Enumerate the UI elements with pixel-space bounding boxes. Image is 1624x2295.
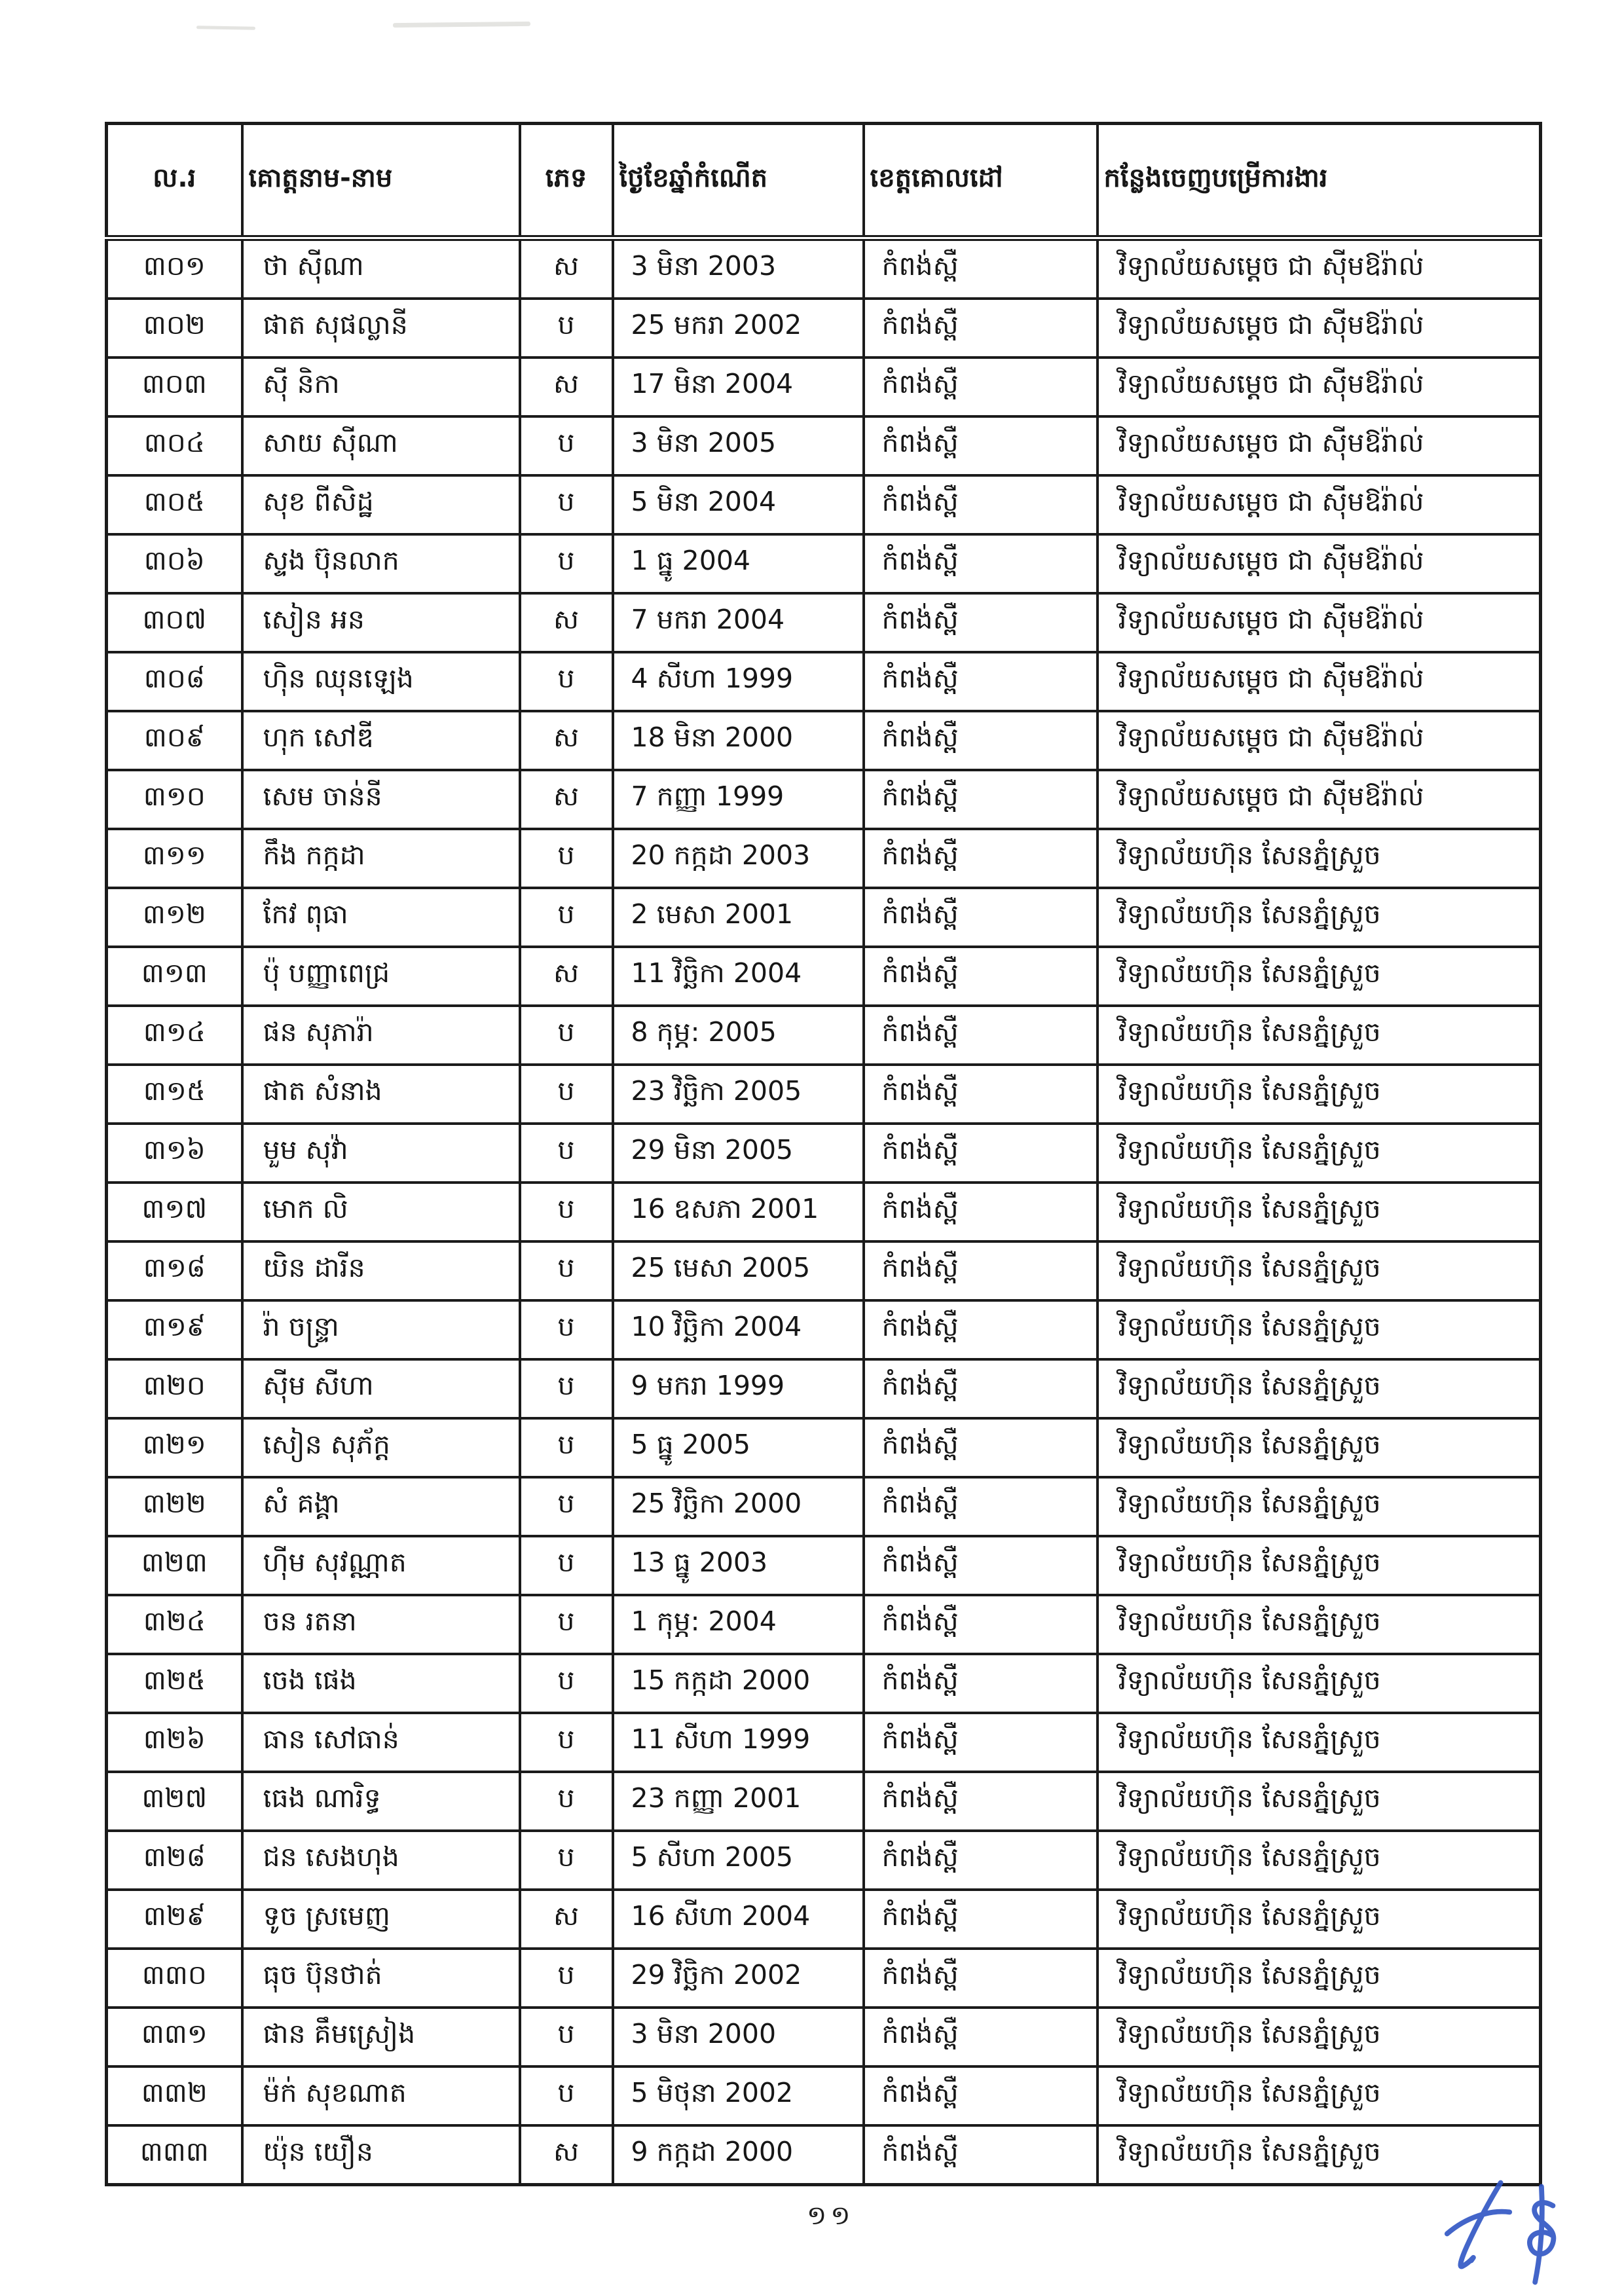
cell-no: ៣២៩ <box>107 1890 242 1949</box>
cell-gender: ប <box>520 534 613 593</box>
cell-workplace: វិទ្យាល័យហ៊ុន សែនភ្នំស្រួច <box>1098 1241 1541 1300</box>
cell-workplace: វិទ្យាល័យហ៊ុន សែនភ្នំស្រួច <box>1098 1654 1541 1713</box>
cell-province: កំពង់ស្ពឺ <box>864 1418 1098 1477</box>
cell-province: កំពង់ស្ពឺ <box>864 1477 1098 1536</box>
cell-dob: 25 មេសា 2005 <box>613 1241 864 1300</box>
cell-no: ៣០៣ <box>107 358 242 416</box>
table-row <box>107 652 1541 711</box>
scan-artifact <box>393 22 530 28</box>
table-row <box>107 947 1541 1006</box>
cell-workplace: វិទ្យាល័យហ៊ុន សែនភ្នំស្រួច <box>1098 1359 1541 1418</box>
cell-workplace: វិទ្យាល័យសម្តេច ជា ស៊ីមឱរ៉ាល់ <box>1098 534 1541 593</box>
cell-gender: ប <box>520 1124 613 1183</box>
cell-workplace: វិទ្យាល័យសម្តេច ជា ស៊ីមឱរ៉ាល់ <box>1098 711 1541 770</box>
cell-province: កំពង់ស្ពឺ <box>864 1006 1098 1065</box>
cell-workplace: វិទ្យាល័យសម្តេច ជា ស៊ីមឱរ៉ាល់ <box>1098 416 1541 475</box>
table-row <box>107 1536 1541 1595</box>
cell-dob: 9 កក្កដា 2000 <box>613 2125 864 2185</box>
cell-gender: ប <box>520 1241 613 1300</box>
cell-dob: 17 មិនា 2004 <box>613 358 864 416</box>
cell-workplace: វិទ្យាល័យហ៊ុន សែនភ្នំស្រួច <box>1098 947 1541 1006</box>
cell-no: ៣៣៣ <box>107 2125 242 2185</box>
cell-workplace: វិទ្យាល័យសម្តេច ជា ស៊ីមឱរ៉ាល់ <box>1098 475 1541 534</box>
cell-province: កំពង់ស្ពឺ <box>864 947 1098 1006</box>
cell-workplace: វិទ្យាល័យសម្តេច ជា ស៊ីមឱរ៉ាល់ <box>1098 299 1541 358</box>
table-row <box>107 829 1541 888</box>
cell-province: កំពង់ស្ពឺ <box>864 593 1098 652</box>
cell-name: យិន ដារីន <box>242 1241 520 1300</box>
cell-name: ចេង ផេង <box>242 1654 520 1713</box>
cell-province: កំពង់ស្ពឺ <box>864 2008 1098 2066</box>
cell-province: កំពង់ស្ពឺ <box>864 1654 1098 1713</box>
cell-name: ធេង ណារិទ្ធ <box>242 1772 520 1831</box>
cell-gender: ប <box>520 1006 613 1065</box>
table-row <box>107 1359 1541 1418</box>
cell-dob: 18 មិនា 2000 <box>613 711 864 770</box>
cell-workplace: វិទ្យាល័យហ៊ុន សែនភ្នំស្រួច <box>1098 1949 1541 2008</box>
table-row <box>107 475 1541 534</box>
cell-gender: ស <box>520 947 613 1006</box>
cell-dob: 5 ធ្នូ 2005 <box>613 1418 864 1477</box>
table-row <box>107 1241 1541 1300</box>
table-row <box>107 1890 1541 1949</box>
cell-gender: ស <box>520 2125 613 2185</box>
cell-no: ៣០៤ <box>107 416 242 475</box>
cell-name: ប៉ុ បញ្ញាពេជ្រ <box>242 947 520 1006</box>
cell-gender: ប <box>520 1536 613 1595</box>
table-row <box>107 1300 1541 1359</box>
cell-province: កំពង់ស្ពឺ <box>864 888 1098 947</box>
cell-province: កំពង់ស្ពឺ <box>864 2125 1098 2185</box>
table-row <box>107 711 1541 770</box>
cell-no: ៣៣០ <box>107 1949 242 2008</box>
cell-gender: ប <box>520 2066 613 2125</box>
cell-gender: ប <box>520 299 613 358</box>
cell-name: ថា ស៊ីណា <box>242 238 520 299</box>
cell-workplace: វិទ្យាល័យហ៊ុន សែនភ្នំស្រួច <box>1098 2008 1541 2066</box>
cell-no: ៣០២ <box>107 299 242 358</box>
cell-name: ទូច ស្រមេញ <box>242 1890 520 1949</box>
cell-gender: ស <box>520 358 613 416</box>
cell-workplace: វិទ្យាល័យហ៊ុន សែនភ្នំស្រួច <box>1098 829 1541 888</box>
cell-gender: ប <box>520 888 613 947</box>
cell-no: ៣០១ <box>107 238 242 299</box>
cell-workplace: វិទ្យាល័យហ៊ុន សែនភ្នំស្រួច <box>1098 1477 1541 1536</box>
table-row <box>107 1831 1541 1890</box>
table-row <box>107 1477 1541 1536</box>
cell-gender: ប <box>520 416 613 475</box>
cell-name: សេម ចាន់នី <box>242 770 520 829</box>
cell-workplace: វិទ្យាល័យហ៊ុន សែនភ្នំស្រួច <box>1098 1418 1541 1477</box>
cell-workplace: វិទ្យាល័យហ៊ុន សែនភ្នំស្រួច <box>1098 1300 1541 1359</box>
cell-name: សៀន សុភ័ក្ត <box>242 1418 520 1477</box>
cell-gender: ស <box>520 1890 613 1949</box>
cell-dob: 23 កញ្ញា 2001 <box>613 1772 864 1831</box>
cell-no: ៣២៦ <box>107 1713 242 1772</box>
cell-dob: 20 កក្កដា 2003 <box>613 829 864 888</box>
cell-no: ៣១៦ <box>107 1124 242 1183</box>
cell-name: មោក លិ <box>242 1183 520 1241</box>
cell-no: ៣០៥ <box>107 475 242 534</box>
cell-province: កំពង់ស្ពឺ <box>864 829 1098 888</box>
cell-dob: 2 មេសា 2001 <box>613 888 864 947</box>
cell-workplace: វិទ្យាល័យសម្តេច ជា ស៊ីមឱរ៉ាល់ <box>1098 238 1541 299</box>
cell-gender: ប <box>520 1300 613 1359</box>
cell-dob: 7 មករា 2004 <box>613 593 864 652</box>
cell-dob: 8 កុម្ភ: 2005 <box>613 1006 864 1065</box>
cell-no: ៣០៦ <box>107 534 242 593</box>
col-header-workplace: កន្លែងចេញបម្រើការងារ <box>1098 124 1541 238</box>
cell-no: ៣១៥ <box>107 1065 242 1124</box>
cell-gender: ស <box>520 711 613 770</box>
table-row <box>107 888 1541 947</box>
table-row <box>107 1418 1541 1477</box>
cell-dob: 16 ឧសភា 2001 <box>613 1183 864 1241</box>
cell-no: ៣២៤ <box>107 1595 242 1654</box>
cell-no: ៣១២ <box>107 888 242 947</box>
cell-dob: 3 មិនា 2005 <box>613 416 864 475</box>
cell-workplace: វិទ្យាល័យហ៊ុន សែនភ្នំស្រួច <box>1098 1890 1541 1949</box>
cell-province: កំពង់ស្ពឺ <box>864 711 1098 770</box>
cell-workplace: វិទ្យាល័យហ៊ុន សែនភ្នំស្រួច <box>1098 2066 1541 2125</box>
col-header-province: ខេត្តគោលដៅ <box>864 124 1098 238</box>
cell-no: ៣២៣ <box>107 1536 242 1595</box>
cell-dob: 4 សីហា 1999 <box>613 652 864 711</box>
table-row <box>107 1124 1541 1183</box>
table-row <box>107 299 1541 358</box>
cell-dob: 11 វិច្ឆិកា 2004 <box>613 947 864 1006</box>
cell-name: ផាត សុផល្លានី <box>242 299 520 358</box>
cell-province: កំពង់ស្ពឺ <box>864 1713 1098 1772</box>
scan-artifact <box>196 26 255 30</box>
cell-no: ៣២៧ <box>107 1772 242 1831</box>
cell-province: កំពង់ស្ពឺ <box>864 416 1098 475</box>
cell-province: កំពង់ស្ពឺ <box>864 1065 1098 1124</box>
cell-gender: ប <box>520 1831 613 1890</box>
table-row <box>107 1065 1541 1124</box>
cell-name: ហុក សៅឌី <box>242 711 520 770</box>
cell-dob: 29 មិនា 2005 <box>613 1124 864 1183</box>
cell-gender: ស <box>520 238 613 299</box>
cell-gender: ប <box>520 1595 613 1654</box>
cell-dob: 1 ធ្នូ 2004 <box>613 534 864 593</box>
cell-dob: 1 កុម្ភ: 2004 <box>613 1595 864 1654</box>
cell-name: សាយ ស៊ីណា <box>242 416 520 475</box>
cell-name: កែវ ពុធា <box>242 888 520 947</box>
cell-name: សុខ ពីសិដ្ឋ <box>242 475 520 534</box>
cell-province: កំពង់ស្ពឺ <box>864 1949 1098 2008</box>
cell-gender: ប <box>520 652 613 711</box>
cell-province: កំពង់ស្ពឺ <box>864 1183 1098 1241</box>
cell-name: ផាត សំនាង <box>242 1065 520 1124</box>
cell-name: ធាន សៅធាន់ <box>242 1713 520 1772</box>
cell-workplace: វិទ្យាល័យសម្តេច ជា ស៊ីមឱរ៉ាល់ <box>1098 652 1541 711</box>
cell-name: ចន រតនា <box>242 1595 520 1654</box>
cell-name: សំ គង្គា <box>242 1477 520 1536</box>
cell-dob: 13 ធ្នូ 2003 <box>613 1536 864 1595</box>
cell-no: ៣២៥ <box>107 1654 242 1713</box>
cell-province: កំពង់ស្ពឺ <box>864 475 1098 534</box>
cell-name: ម៉ក់ សុខណាត <box>242 2066 520 2125</box>
table-body <box>107 238 1541 2185</box>
cell-dob: 3 មិនា 2003 <box>613 238 864 299</box>
cell-gender: ប <box>520 1713 613 1772</box>
table-row <box>107 593 1541 652</box>
cell-province: កំពង់ស្ពឺ <box>864 238 1098 299</box>
cell-name: សៀន អន <box>242 593 520 652</box>
cell-workplace: វិទ្យាល័យហ៊ុន សែនភ្នំស្រួច <box>1098 1713 1541 1772</box>
cell-province: កំពង់ស្ពឺ <box>864 652 1098 711</box>
table-row <box>107 2066 1541 2125</box>
cell-gender: ប <box>520 1949 613 2008</box>
cell-workplace: វិទ្យាល័យហ៊ុន សែនភ្នំស្រួច <box>1098 2125 1541 2185</box>
cell-name: ធុច ប៊ុនថាត់ <box>242 1949 520 2008</box>
cell-dob: 25 វិច្ឆិកា 2000 <box>613 1477 864 1536</box>
cell-dob: 25 មករា 2002 <box>613 299 864 358</box>
cell-no: ៣១៨ <box>107 1241 242 1300</box>
cell-name: ស្ទង ប៊ុនលាក <box>242 534 520 593</box>
cell-province: កំពង់ស្ពឺ <box>864 1300 1098 1359</box>
cell-name: ស៊ី និកា <box>242 358 520 416</box>
table-row <box>107 416 1541 475</box>
signature-ink <box>1439 2173 1567 2294</box>
cell-province: កំពង់ស្ពឺ <box>864 1359 1098 1418</box>
cell-no: ៣០៧ <box>107 593 242 652</box>
cell-gender: ប <box>520 2008 613 2066</box>
cell-no: ៣០៩ <box>107 711 242 770</box>
cell-name: មួម សុវ៉ា <box>242 1124 520 1183</box>
table-row <box>107 238 1541 299</box>
cell-dob: 5 មិថុនា 2002 <box>613 2066 864 2125</box>
cell-workplace: វិទ្យាល័យហ៊ុន សែនភ្នំស្រួច <box>1098 1124 1541 1183</box>
cell-province: កំពង់ស្ពឺ <box>864 770 1098 829</box>
cell-workplace: វិទ្យាល័យហ៊ុន សែនភ្នំស្រួច <box>1098 1536 1541 1595</box>
table-row <box>107 2008 1541 2066</box>
table-row <box>107 2125 1541 2185</box>
cell-workplace: វិទ្យាល័យសម្តេច ជា ស៊ីមឱរ៉ាល់ <box>1098 770 1541 829</box>
col-header-name: គោត្តនាម-នាម <box>242 124 520 238</box>
cell-gender: ប <box>520 475 613 534</box>
table-row <box>107 1949 1541 2008</box>
cell-name: កឹង កក្កដា <box>242 829 520 888</box>
cell-workplace: វិទ្យាល័យសម្តេច ជា ស៊ីមឱរ៉ាល់ <box>1098 593 1541 652</box>
cell-name: យ៉ុន យឿន <box>242 2125 520 2185</box>
cell-no: ៣៣២ <box>107 2066 242 2125</box>
cell-dob: 29 វិច្ឆិកា 2002 <box>613 1949 864 2008</box>
cell-gender: ប <box>520 1477 613 1536</box>
col-header-no: ល.រ <box>107 124 242 238</box>
cell-gender: ប <box>520 1654 613 1713</box>
cell-gender: ប <box>520 1183 613 1241</box>
cell-province: កំពង់ស្ពឺ <box>864 1241 1098 1300</box>
cell-no: ៣១១ <box>107 829 242 888</box>
table-row <box>107 1006 1541 1065</box>
cell-name: ផាន គឹមស្រៀង <box>242 2008 520 2066</box>
cell-gender: ប <box>520 1418 613 1477</box>
cell-dob: 3 មិនា 2000 <box>613 2008 864 2066</box>
cell-gender: ប <box>520 1359 613 1418</box>
table-row <box>107 1713 1541 1772</box>
cell-province: កំពង់ស្ពឺ <box>864 534 1098 593</box>
table-header <box>107 124 1541 238</box>
cell-no: ៣២២ <box>107 1477 242 1536</box>
cell-province: កំពង់ស្ពឺ <box>864 2066 1098 2125</box>
header-row <box>107 124 1541 238</box>
cell-workplace: វិទ្យាល័យហ៊ុន សែនភ្នំស្រួច <box>1098 1006 1541 1065</box>
cell-province: កំពង់ស្ពឺ <box>864 1124 1098 1183</box>
cell-dob: 5 សីហា 2005 <box>613 1831 864 1890</box>
cell-province: កំពង់ស្ពឺ <box>864 1831 1098 1890</box>
cell-name: រ៉ា ចន្ទ្រា <box>242 1300 520 1359</box>
page-number: ១១ <box>807 2201 855 2231</box>
cell-workplace: វិទ្យាល័យហ៊ុន សែនភ្នំស្រួច <box>1098 1772 1541 1831</box>
cell-province: កំពង់ស្ពឺ <box>864 1772 1098 1831</box>
col-header-gender: ភេទ <box>520 124 613 238</box>
cell-workplace: វិទ្យាល័យហ៊ុន សែនភ្នំស្រួច <box>1098 1183 1541 1241</box>
cell-dob: 11 សីហា 1999 <box>613 1713 864 1772</box>
cell-dob: 5 មិនា 2004 <box>613 475 864 534</box>
cell-no: ៣៣១ <box>107 2008 242 2066</box>
cell-gender: ស <box>520 593 613 652</box>
cell-gender: ប <box>520 1772 613 1831</box>
table-row <box>107 1654 1541 1713</box>
cell-gender: ប <box>520 829 613 888</box>
cell-gender: ប <box>520 1065 613 1124</box>
cell-province: កំពង់ស្ពឺ <box>864 1536 1098 1595</box>
cell-no: ៣០៨ <box>107 652 242 711</box>
cell-workplace: វិទ្យាល័យហ៊ុន សែនភ្នំស្រួច <box>1098 1595 1541 1654</box>
cell-no: ៣១៩ <box>107 1300 242 1359</box>
table-row <box>107 1183 1541 1241</box>
cell-no: ៣១៣ <box>107 947 242 1006</box>
cell-workplace: វិទ្យាល័យហ៊ុន សែនភ្នំស្រួច <box>1098 888 1541 947</box>
cell-dob: 15 កក្កដា 2000 <box>613 1654 864 1713</box>
cell-name: ផន សុភារ៉ា <box>242 1006 520 1065</box>
cell-no: ៣២០ <box>107 1359 242 1418</box>
cell-workplace: វិទ្យាល័យសម្តេច ជា ស៊ីមឱរ៉ាល់ <box>1098 358 1541 416</box>
table-row <box>107 534 1541 593</box>
col-header-dob: ថ្ងៃខែឆ្នាំកំណើត <box>613 124 864 238</box>
cell-dob: 16 សីហា 2004 <box>613 1890 864 1949</box>
cell-no: ៣១៤ <box>107 1006 242 1065</box>
cell-workplace: វិទ្យាល័យហ៊ុន សែនភ្នំស្រួច <box>1098 1831 1541 1890</box>
cell-province: កំពង់ស្ពឺ <box>864 1890 1098 1949</box>
cell-no: ៣១០ <box>107 770 242 829</box>
cell-name: ជន សេងហុង <box>242 1831 520 1890</box>
cell-name: ហ៊ិន ឈុនឡេង <box>242 652 520 711</box>
cell-dob: 9 មករា 1999 <box>613 1359 864 1418</box>
cell-province: កំពង់ស្ពឺ <box>864 1595 1098 1654</box>
cell-dob: 10 វិច្ឆិកា 2004 <box>613 1300 864 1359</box>
cell-dob: 23 វិច្ឆិកា 2005 <box>613 1065 864 1124</box>
cell-workplace: វិទ្យាល័យហ៊ុន សែនភ្នំស្រួច <box>1098 1065 1541 1124</box>
cell-dob: 7 កញ្ញា 1999 <box>613 770 864 829</box>
table-row <box>107 358 1541 416</box>
cell-no: ៣២៨ <box>107 1831 242 1890</box>
cell-no: ៣២១ <box>107 1418 242 1477</box>
table-row <box>107 770 1541 829</box>
cell-gender: ស <box>520 770 613 829</box>
cell-province: កំពង់ស្ពឺ <box>864 358 1098 416</box>
staff-roster-table <box>105 122 1542 2186</box>
cell-province: កំពង់ស្ពឺ <box>864 299 1098 358</box>
cell-no: ៣១៧ <box>107 1183 242 1241</box>
table-row <box>107 1595 1541 1654</box>
cell-name: ស៊ីម សីហា <box>242 1359 520 1418</box>
cell-name: ហ៊ីម សុវណ្ណាត <box>242 1536 520 1595</box>
table-row <box>107 1772 1541 1831</box>
